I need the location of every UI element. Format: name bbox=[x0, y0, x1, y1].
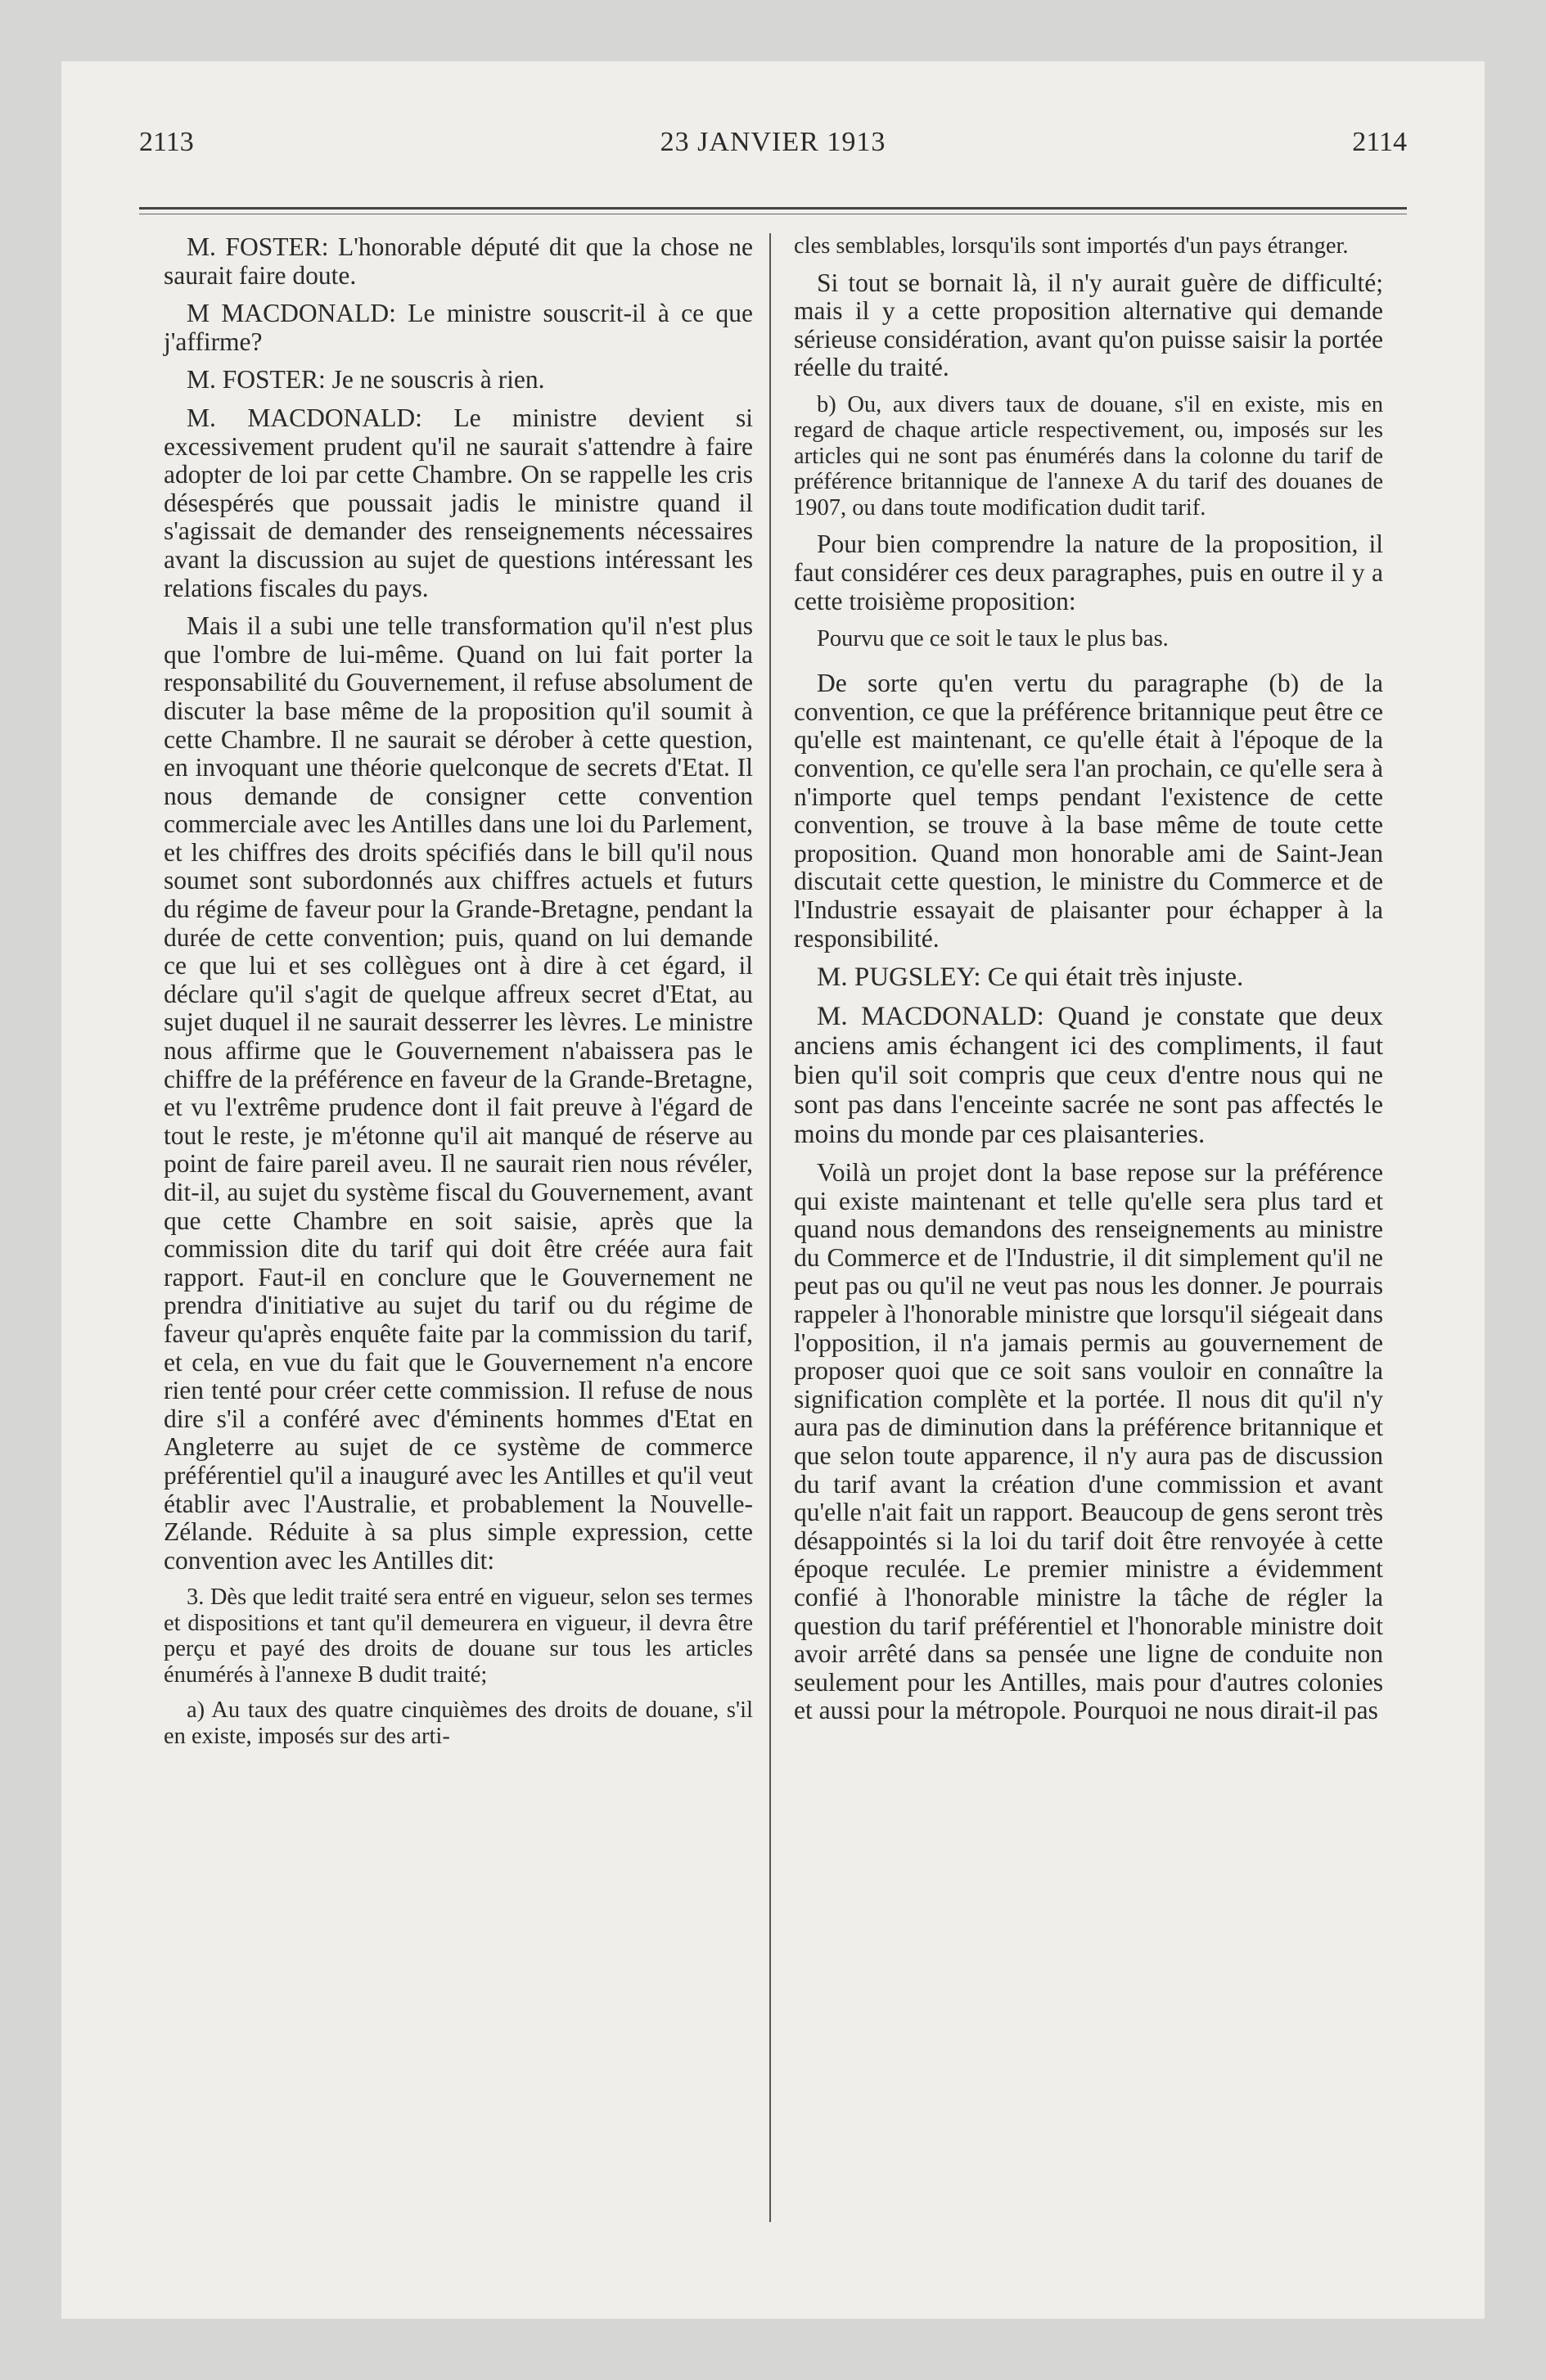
quoted-clause: a) Au taux des quatre cinquièmes des droits de douane, s'il en existe, imposés sur des arti- bbox=[164, 1697, 753, 1749]
paragraph: Voilà un projet dont la base repose sur la préférence qui existe maintenant et telle qu'elle sera plus tard et quand nous demandons des renseignements au ministre du Commerce et de l'Industrie, il dit simplement qu'il ne peut pas ou qu'il ne veut pas nous les donner. Je pourrais rappeler à l'honorable ministre que lorsqu'il siégeait dans l'opposition, il n'a jamais permis au gouvernement de proposer quoi que ce soit sans vouloir en connaître la signification complète et la portée. Il nous dit qu'il n'y aura pas de diminution dans la préférence britannique et que selon toute apparence, il n'y aura pas de discussion du tarif avant la création d'une commission et avant qu'elle n'ait fait un rapport. Beaucoup de gens seront très désappointés si la loi du tarif doit être renvoyée à cette époque reculée. Le premier ministre a évidemment confié à l'honorable ministre la tâche de régler la question du tarif préférentiel et l'honorable ministre doit avoir arrêté dans sa pensée une ligne de conduite non seulement pour les Antilles, mais pour d'autres colonies et aussi pour la métropole. Pourquoi ne nous dirait-il pas bbox=[794, 1158, 1383, 1725]
quoted-clause: b) Ou, aux divers taux de douane, s'il en existe, mis en regard de chaque article respectivement, ou, imposés sur les articles qui ne sont pas énumérés dans la colonne du tarif de préférence britannique de l'annexe A du tarif des douanes de 1907, ou dans toute modification dudit tarif. bbox=[794, 391, 1383, 521]
paragraph: Si tout se bornait là, il n'y aurait guère de difficulté; mais il y a cette proposition alternative qui demande sérieuse considération, avant qu'on puisse saisir la portée réelle du traité. bbox=[794, 268, 1383, 382]
paragraph: M. MACDONALD: Quand je constate que deux anciens amis échangent ici des compliments, il faut bien qu'il soit compris que ceux d'entre nous qui ne sont pas dans l'enceinte sacrée ne sont pas affectés le moins du monde par ces plaisanteries. bbox=[794, 1002, 1383, 1150]
paragraph: De sorte qu'en vertu du paragraphe (b) de la convention, ce que la préférence britannique peut être ce qu'elle est maintenant, ce qu'elle était à l'époque de la convention, ce qu'elle sera l'an prochain, ce qu'elle sera à n'importe quel temps pendant l'existence de cette convention, se trouve à la base même de toute cette proposition. Quand mon honorable ami de Saint-Jean discutait cette question, le ministre du Commerce et de l'Industrie essayait de plaisanter pour échapper à la responsibilité. bbox=[794, 669, 1383, 953]
paragraph: M. FOSTER: Je ne souscris à rien. bbox=[187, 365, 545, 394]
header-date: 23 JANVIER 1913 bbox=[660, 127, 886, 157]
page-header bbox=[139, 127, 1407, 176]
page-number-right: 2114 bbox=[1352, 127, 1407, 157]
header-rule bbox=[139, 207, 1407, 210]
quoted-proviso: Pourvu que ce soit le taux le plus bas. bbox=[817, 626, 1169, 652]
right-column bbox=[794, 233, 1383, 1735]
page-number-left: 2113 bbox=[139, 127, 194, 157]
left-column bbox=[164, 233, 753, 1759]
document-page bbox=[61, 61, 1485, 2319]
paragraph: Mais il a subi une telle transformation qu'il n'est plus que l'ombre de lui-même. Quand on lui fait porter la responsabilité du Gouvernement, il refuse absolument de discuter la base même de la proposition qu'il soumit à cette Chambre. Il ne saurait se dérober à cette question, en invoquant une théorie quelconque de secrets d'Etat. Il nous demande de consigner cette convention commerciale avec les Antilles dans une loi du Parlement, et les chiffres des droits spécifiés dans le bill qu'il nous soumet sont subordonnés aux chiffres actuels et futurs du régime de faveur pour la Grande-Bretagne, pendant la durée de cette convention; puis, quand on lui demande ce que lui et ses collègues ont à dire à cet égard, il déclare qu'il s'agit de quelque affreux secret d'Etat, au sujet duquel il ne saurait desserrer les lèvres. Le ministre nous affirme que le Gouvernement n'abaissera pas le chiffre de la préférence en faveur de la Grande-Bretagne, et vu l'extrême prudence dont il fait preuve à l'égard de tout le reste, je m'étonne qu'il ait manqué de réserve au point de faire pareil aveu. Il ne saurait rien nous révéler, dit-il, au sujet du système fiscal du Gouvernement, avant que cette Chambre en soit saisie, après que la commission dite du tarif qui doit être créée aura fait rapport. Faut-il en conclure que le Gouvernement ne prendra d'initiative au sujet du tarif ou du régime de faveur qu'après enquête faite par la commission du tarif, et cela, en vue du fait que le Gouvernement n'a encore rien tenté pour créer cette commission. Il refuse de nous dire s'il a conféré avec d'éminents hommes d'Etat en Angleterre au sujet de ce système de commerce préférentiel qu'il a inauguré avec les Antilles et qu'il veut établir avec l'Australie, et probablement la Nouvelle-Zélande. Réduite à sa plus simple expression, cette convention avec les Antilles dit: bbox=[164, 611, 753, 1575]
paragraph: Pour bien comprendre la nature de la proposition, il faut considérer ces deux paragraphes, puis en outre il y a cette troisième proposition: bbox=[794, 530, 1383, 615]
quoted-clause-continued: cles semblables, lorsqu'ils sont importés d'un pays étranger. bbox=[794, 233, 1349, 259]
quoted-clause: 3. Dès que ledit traité sera entré en vigueur, selon ses termes et dispositions et tant qu'il demeurera en vigueur, il devra être perçu et payé des droits de douane sur tous les articles énumérés à l'annexe B dudit traité; bbox=[164, 1584, 753, 1688]
paragraph: M. FOSTER: L'honorable député dit que la chose ne saurait faire doute. bbox=[164, 232, 753, 290]
paragraph: M MACDONALD: Le ministre souscrit-il à ce que j'affirme? bbox=[164, 299, 753, 356]
paragraph: M. PUGSLEY: Ce qui était très injuste. bbox=[817, 962, 1244, 993]
column-divider bbox=[769, 233, 771, 2222]
paragraph: M. MACDONALD: Le ministre devient si excessivement prudent qu'il ne saurait s'attendre à faire adopter de loi par cette Chambre. On se rappelle les cris désespérés que poussait jadis le ministre quand il s'agissait de demander des renseignements nécessaires avant la discussion au sujet de questions intéressant les relations fiscales du pays. bbox=[164, 403, 753, 602]
